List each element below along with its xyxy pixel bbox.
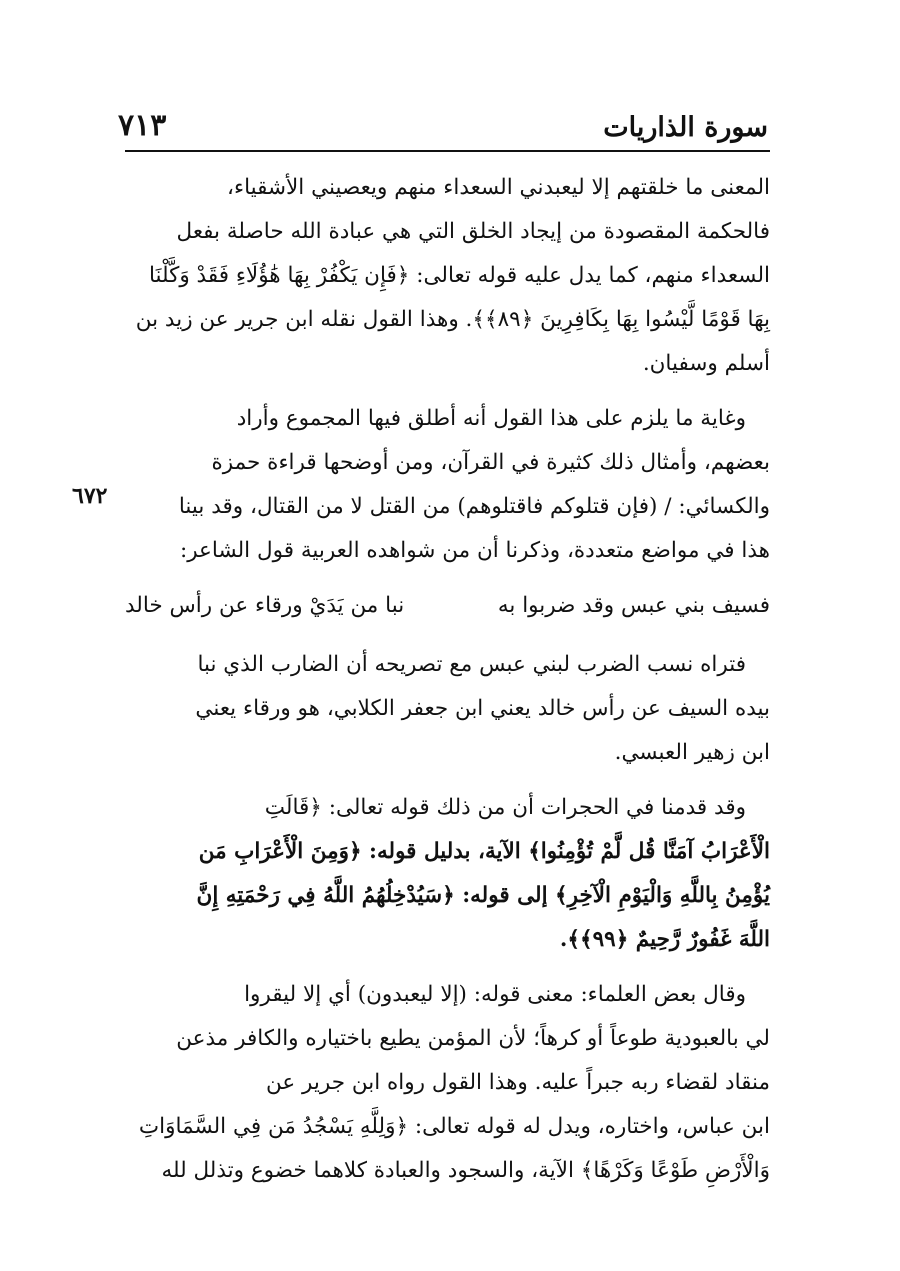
text-line: وَالْأَرْضِ طَوْعًا وَكَرْهًا﴾ الآية، والسجود والعبادة كلاهما خضوع وتذلل لله <box>161 1158 770 1183</box>
text-line: وقد قدمنا في الحجرات أن من ذلك قوله تعالى: ﴿قَالَتِ <box>264 795 746 820</box>
page-header <box>118 104 768 152</box>
poem-first-hemistich: فسيف بني عبس وقد ضربوا به <box>497 593 770 618</box>
page-number: ٧١٣ <box>118 108 167 143</box>
text-line: ابن عباس، واختاره، ويدل له قوله تعالى: ﴿وَلِلَّهِ يَسْجُدُ مَن فِي السَّمَاوَاتِ <box>138 1114 770 1139</box>
header-rule <box>125 150 770 152</box>
text-line: وقال بعض العلماء: معنى قوله: (إلا ليعبدون) أي إلا ليقروا <box>244 982 746 1007</box>
margin-page-reference: ٦٧٢ <box>72 483 108 509</box>
quran-verse-line: الْأَعْرَابُ آمَنَّا قُل لَّمْ تُؤْمِنُوا﴾ الآية، بدليل قوله: ﴿وَمِنَ الْأَعْرَابِ مَن <box>198 839 770 864</box>
text-line: فتراه نسب الضرب لبني عبس مع تصريحه أن الضارب الذي نبا <box>197 652 746 677</box>
text-line: بيده السيف عن رأس خالد يعني ابن جعفر الكلابي، هو ورقاء يعني <box>195 696 770 721</box>
paragraph <box>125 166 770 386</box>
quran-verse-line: اللَّهَ غَفُورٌ رَّحِيمٌ ﴿٩٩﴾﴾. <box>559 927 770 952</box>
text-line: أسلم وسفيان. <box>642 351 770 376</box>
paragraph <box>125 643 770 775</box>
paragraph <box>125 397 770 573</box>
text-line: بِهَا قَوْمًا لَّيْسُوا بِهَا بِكَافِرِينَ ﴿٨٩﴾﴾. وهذا القول نقله ابن جرير عن زيد بن <box>135 307 770 332</box>
text-line: ابن زهير العبسي. <box>614 740 770 765</box>
text-line: بعضهم، وأمثال ذلك كثيرة في القرآن، ومن أوضحها قراءة حمزة <box>211 450 770 475</box>
quran-verse-line: يُؤْمِنُ بِاللَّهِ وَالْيَوْمِ الْآخِرِ﴾ إلى قوله: ﴿سَيُدْخِلُهُمُ اللَّهُ فِي رَحْمَتِهِ إِنَّ <box>196 883 770 908</box>
text-line: السعداء منهم، كما يدل عليه قوله تعالى: ﴿فَإِن يَكْفُرْ بِهَا هَٰؤُلَاءِ فَقَدْ وَكَّلْنَا <box>148 263 770 288</box>
poem-second-hemistich: نبا من يَدَيْ ورقاء عن رأس خالد <box>125 593 405 618</box>
paragraph <box>125 786 770 962</box>
paragraph <box>125 973 770 1193</box>
text-line: منقاد لقضاء ربه جبراً عليه. وهذا القول رواه ابن جرير عن <box>265 1070 770 1095</box>
page-body <box>125 166 770 1204</box>
poetry-verse <box>125 584 770 628</box>
surah-title: سورة الذاريات <box>603 112 768 143</box>
text-line: المعنى ما خلقتهم إلا ليعبدني السعداء منهم ويعصيني الأشقياء، <box>227 175 770 200</box>
text-line: فالحكمة المقصودة من إيجاد الخلق التي هي عبادة الله حاصلة بفعل <box>176 219 770 244</box>
text-line: والكسائي: / (فإن قتلوكم فاقتلوهم) من القتل لا من القتال، وقد بينا <box>178 494 770 519</box>
text-line: وغاية ما يلزم على هذا القول أنه أطلق فيها المجموع وأراد <box>236 406 746 431</box>
text-line: لي بالعبودية طوعاً أو كرهاً؛ لأن المؤمن يطيع باختياره والكافر مذعن <box>176 1026 770 1051</box>
text-line: هذا في مواضع متعددة، وذكرنا أن من شواهده العربية قول الشاعر: <box>179 538 770 563</box>
